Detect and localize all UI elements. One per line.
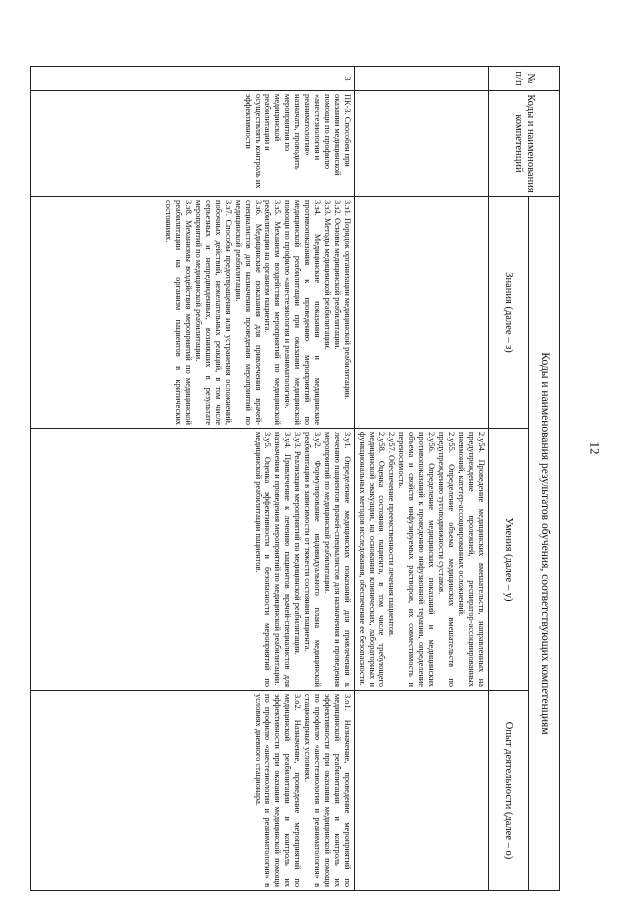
cell-item: 3.у1. Определение медицинских показаний для привлечения к лечению пациентов врачей-специалистов для назначения и проведения мероприятий по медицинской реабилитации. [322, 432, 352, 687]
cell-item: 3.з4. Медицинские показания и медицинские противопоказания к проведению мероприятий по медицинской реабилитации при оказании медицинской помощи по профилю «анестезиология и реаниматология». [283, 200, 323, 425]
table-row [31, 67, 355, 891]
row2-num: 3 [31, 67, 355, 91]
row1-skills [354, 429, 488, 691]
row2-experience [31, 691, 355, 891]
row2-skills [31, 429, 355, 691]
cell-item: 3.о1. Назначение, проведение мероприятий по медицинской реабилитации и контроль их эффективности при оказании медицинской помощи по профилю «анестезиология и реаниматология» в стационарных условиях. [303, 694, 352, 888]
cell-item: 3.у2. Формулирование индивидуального плана медицинской реабилитации в зависимости от тяжести состояния пациента. [303, 432, 323, 687]
row2-competence: ПК-3. Способен при оказании медицинской помощи по профилю «анестезиология и реаниматология» назначать, проводить мероприятия по медицинской реабилитации и осуществлять контроль их эффективности [31, 91, 355, 197]
row1-num [354, 67, 488, 91]
header-competence: Коды и наименования компетенций [488, 91, 559, 197]
cell-item: 2.у58. Оценка состояния пациента, в том числе требующего медицинской эвакуации, на основании клинических, лабораторных и функциональных методов исследования, обеспечение ее безопасности. [357, 432, 387, 687]
header-knowledge: Знания (далее – з) [488, 197, 528, 429]
cell-item: 3.з3. Методы медицинской реабилитации. [322, 200, 332, 350]
cell-item: 3.з1. Порядок организации медицинской реабилитации. [342, 200, 352, 400]
row1-experience [354, 691, 488, 891]
rotated-page [2, 0, 640, 905]
cell-item: 3.о2. Назначение, проведение мероприятий по медицинской реабилитации и контроль их эффективности при оказании медицинской помощи по профилю «анестезиология и реаниматология» в условиях дневного стационара. [253, 694, 303, 888]
header-results-group: Коды и наименования результатов обучения, соответствующих компетенциям [528, 197, 559, 891]
table-row [354, 67, 488, 891]
header-experience: Опыт деятельности (далее – о) [488, 691, 528, 891]
header-row-1 [528, 67, 559, 891]
cell-item: 3.з6. Медицинские показания для привлечения врачей-специалистов для назначения проведения мероприятий по медицинской реабилитации. [233, 200, 263, 425]
cell-item: 3.з8. Механизмы воздействия мероприятий по медицинской реабилитации на организм пациентов в критических состояниях. [164, 200, 194, 425]
cell-item: 2.у55. Определение объема медицинских вмешательств по предупреждению тугоподвижности суставов. [436, 432, 456, 687]
cell-item: 3.з5. Механизм воздействия мероприятий по медицинской реабилитации на организм пациента. [263, 200, 283, 425]
row1-competence [354, 91, 488, 197]
cell-item: 2.у56. Определение медицинских показаний и медицинских противопоказаний к проведению инфузионной терапии, определение объема и свойств инфузируемых растворов, их совместимость и переносимость. [397, 432, 436, 687]
competence-table [30, 66, 560, 891]
header-skills: Умения (далее – у) [488, 429, 528, 691]
cell-item: 3.у4. Привлечение к лечению пациентов врачей-специалистов для назначения и проведения мероприятий по медицинской реабилитации. [273, 432, 293, 687]
cell-item: 3.з7. Способы предотвращения или устранения осложнений, побочных действий, нежелательных реакций, в том числе серьезных и непредвиденных, возникших в результате мероприятий по медицинской реабилитации. [194, 200, 233, 425]
page-number: 12 [587, 441, 603, 455]
cell-item: 3.у5. Оценка эффективности и безопасности мероприятий по медицинской реабилитации пациентов. [253, 432, 273, 687]
cell-item: 3.у3. Реализация мероприятий по медицинской реабилитации. [293, 432, 303, 655]
cell-item: 2.у54. Проведение медицинских вмешательств, направленных на предупреждение пролежней, респиратор-ассоциированных пневмоний, катетер-ассоциированных осложнений. [456, 432, 486, 687]
header-num: № п/п [488, 67, 559, 91]
cell-item: 2.у57. Обеспечение преемственности лечения пациентов. [387, 432, 397, 637]
row1-knowledge [354, 197, 488, 429]
row2-knowledge [31, 197, 355, 429]
cell-item: 3.з2. Основы медицинской реабилитации. [332, 200, 342, 350]
